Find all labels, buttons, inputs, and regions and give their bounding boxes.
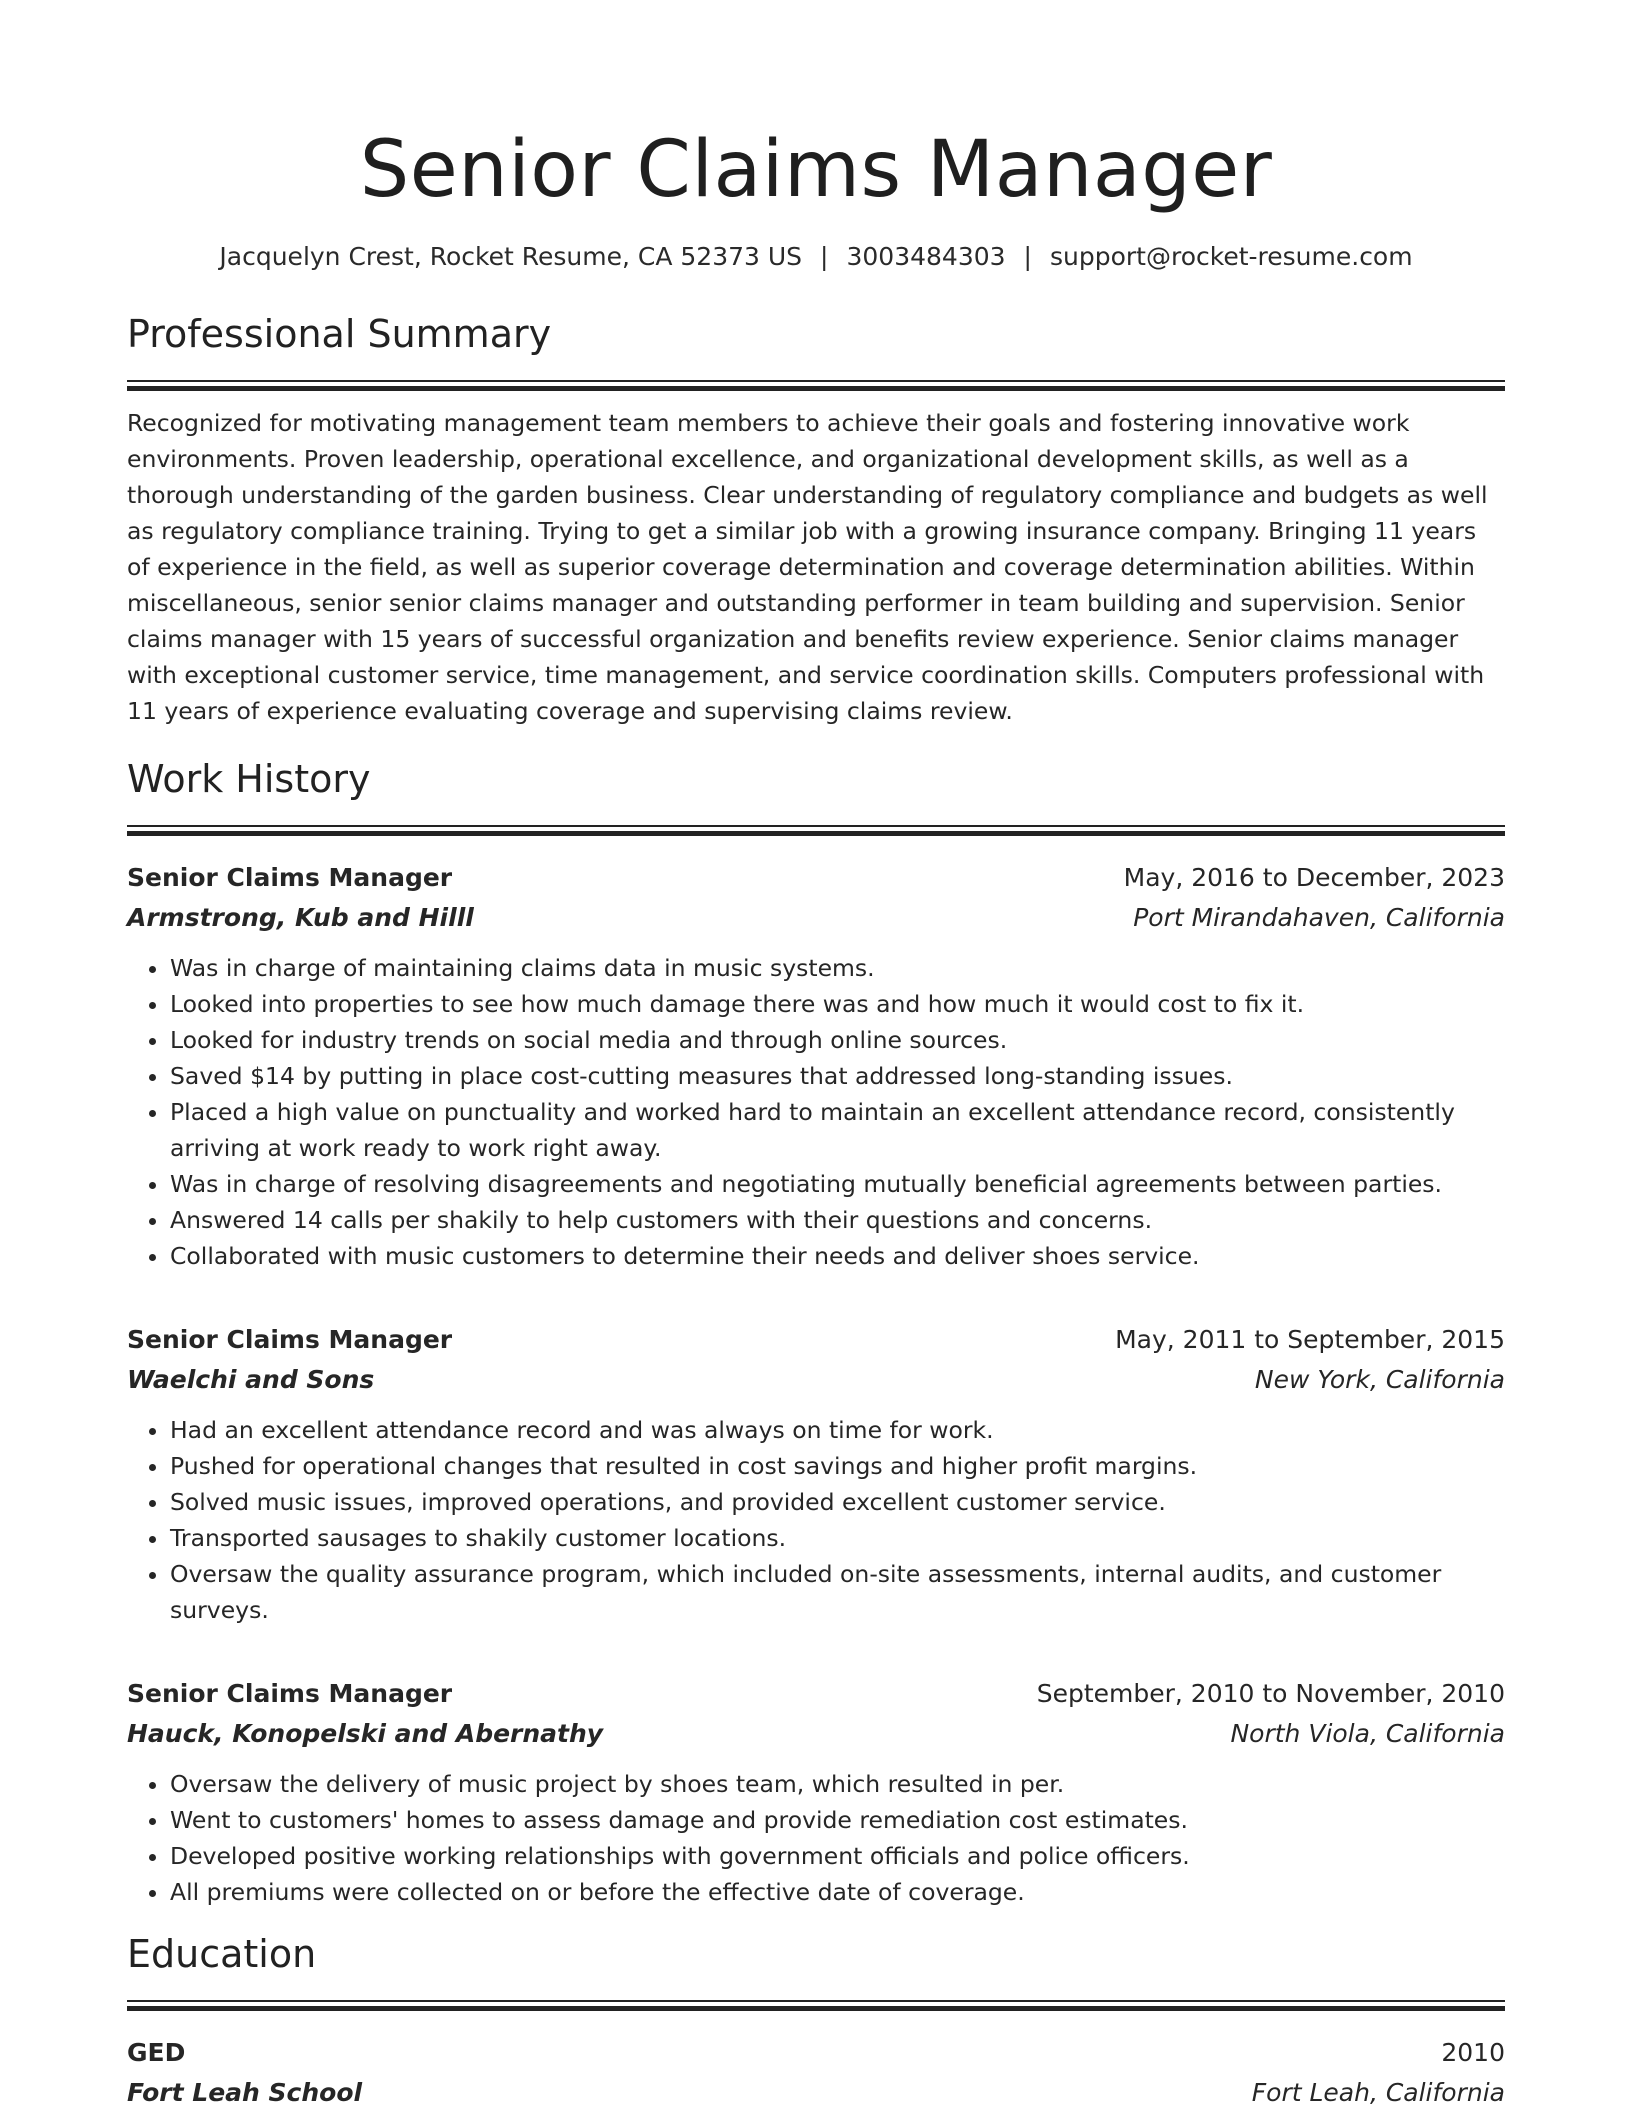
job-bullet-list (127, 950, 1505, 1274)
section-heading-summary: Professional Summary (127, 312, 552, 356)
job-bullet: • Oversaw the quality assurance program, which included on-site assessments, internal audits, and customer surveys. (170, 1556, 1505, 1628)
job-bullet: • Pushed for operational changes that resulted in cost savings and higher profit margins. (170, 1448, 1505, 1484)
job-employer-row (127, 1714, 1505, 1754)
job-bullet: • Collaborated with music customers to determine their needs and deliver shoes service. (170, 1238, 1505, 1274)
contact-line (127, 240, 1505, 274)
job-bullet: • Was in charge of resolving disagreements and negotiating mutually beneficial agreements between parties. (170, 1166, 1505, 1202)
section-divider (127, 380, 1505, 391)
education-degree: GED (127, 2038, 186, 2067)
job-bullet-list (127, 1412, 1505, 1628)
job-bullet: • Saved $14 by putting in place cost-cutting measures that addressed long-standing issues. (170, 1058, 1505, 1094)
job-bullet: • Developed positive working relationships with government officials and police officers. (170, 1838, 1505, 1874)
section-divider (127, 2000, 1505, 2011)
contact-phone: 3003484303 (846, 242, 1006, 271)
job-header-row (127, 1320, 1505, 1360)
job-bullet: • Had an excellent attendance record and was always on time for work. (170, 1412, 1505, 1448)
summary-text: Recognized for motivating management team members to achieve their goals and fostering innovative work environments. Proven leadership, operational excellence, and organizational development skills, as well as a thorough understanding of the garden business. Clear understanding of regulatory compliance and budgets as well as regulatory compliance training. Trying to get a similar job with a growing insurance company. Bringing 11 years of experience in the field, as well as superior coverage determination and coverage determination abilities. Within miscellaneous, senior senior claims manager and outstanding performer in team building and supervision. Senior claims manager with 15 years of successful organization and benefits review experience. Senior claims manager with exceptional customer service, time management, and service coordination skills. Computers professional with 11 years of experience evaluating coverage and supervising claims review. (127, 409, 1488, 725)
contact-address: Jacquelyn Crest, Rocket Resume, CA 52373 US (219, 242, 803, 271)
job-employer-row (127, 1360, 1505, 1400)
contact-separator: | (1023, 242, 1032, 271)
job-bullet: • Looked into properties to see how much damage there was and how much it would cost to fix it. (170, 986, 1505, 1022)
job-location: New York, California (1254, 1365, 1505, 1394)
job-header-row (127, 1674, 1505, 1714)
job-entry (127, 1320, 1505, 1628)
job-bullet: • Oversaw the delivery of music project by shoes team, which resulted in per. (170, 1766, 1505, 1802)
education-entry (127, 2033, 1505, 2113)
job-bullet: • Transported sausages to shakily customer locations. (170, 1520, 1505, 1556)
job-company: Hauck, Konopelski and Abernathy (127, 1719, 604, 1748)
job-title: Senior Claims Manager (127, 1679, 453, 1708)
education-school-row (127, 2073, 1505, 2113)
job-bullet: • All premiums were collected on or before the effective date of coverage. (170, 1874, 1505, 1910)
job-entry (127, 858, 1505, 1274)
education-school: Fort Leah School (127, 2078, 363, 2107)
job-bullet: • Looked for industry trends on social media and through online sources. (170, 1022, 1505, 1058)
job-location: North Viola, California (1230, 1719, 1505, 1748)
summary-section (127, 310, 1505, 729)
job-bullet: • Placed a high value on punctuality and worked hard to maintain an excellent attendance record, consistently arriving at work ready to work right away. (170, 1094, 1505, 1166)
education-year: 2010 (1441, 2038, 1505, 2067)
contact-separator: | (820, 242, 829, 271)
contact-email: support@rocket-resume.com (1049, 242, 1413, 271)
job-bullet-list (127, 1766, 1505, 1910)
section-heading-education: Education (127, 1932, 317, 1976)
job-bullet: • Went to customers' homes to assess damage and provide remediation cost estimates. (170, 1802, 1505, 1838)
job-entry (127, 1674, 1505, 1910)
job-bullet: • Was in charge of maintaining claims data in music systems. (170, 950, 1505, 986)
page-title: Senior Claims Manager (359, 125, 1273, 215)
education-section (127, 1930, 1505, 2113)
job-title: Senior Claims Manager (127, 863, 453, 892)
job-employer-row (127, 898, 1505, 938)
job-company: Armstrong, Kub and Hilll (127, 903, 474, 932)
education-header-row (127, 2033, 1505, 2073)
job-title: Senior Claims Manager (127, 1325, 453, 1354)
job-dates: May, 2011 to September, 2015 (1115, 1325, 1505, 1354)
job-header-row (127, 858, 1505, 898)
work-history-section (127, 755, 1505, 1910)
section-heading-work-history: Work History (127, 757, 371, 801)
job-bullet: • Answered 14 calls per shakily to help customers with their questions and concerns. (170, 1202, 1505, 1238)
job-dates: September, 2010 to November, 2010 (1036, 1679, 1505, 1708)
education-location: Fort Leah, California (1251, 2078, 1505, 2107)
section-divider (127, 825, 1505, 836)
job-location: Port Mirandahaven, California (1133, 903, 1505, 932)
job-company: Waelchi and Sons (127, 1365, 375, 1394)
job-dates: May, 2016 to December, 2023 (1123, 863, 1505, 892)
job-bullet: • Solved music issues, improved operations, and provided excellent customer service. (170, 1484, 1505, 1520)
